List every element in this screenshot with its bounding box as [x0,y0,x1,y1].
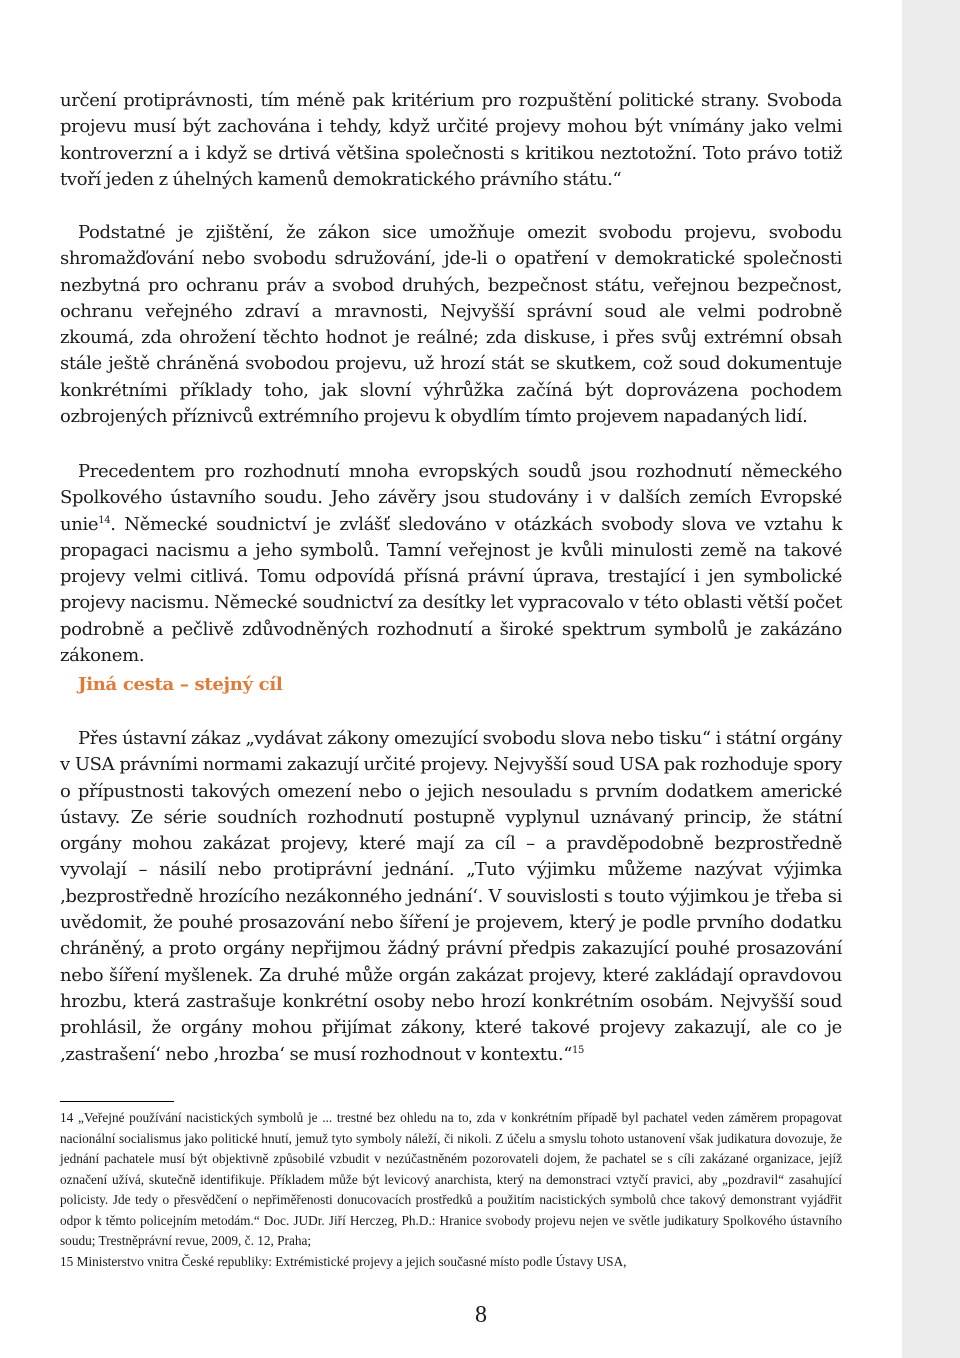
footnote-reference-15: 15 [572,1044,585,1056]
section-heading: Jiná cesta – stejný cíl [78,674,283,695]
footnotes [60,1108,842,1272]
footnote-15: 15 Ministerstvo vnitra České republiky: Extrémistické projevy a jejich současné místo podle Ústavy USA, [60,1253,627,1269]
page-number: 8 [475,1302,487,1328]
paragraph-german-precedent [60,459,842,669]
footnote-separator [60,1101,174,1102]
paragraph-nss-findings: Podstatné je zjištění, že zákon sice umožňuje omezit svobodu projevu, svobodu shromažďování nebo svobodu sdružování, jde-li o opatření v demokratické společnosti nezbytná pro ochranu práv a svobod druhých, bezpečnost státu, veřejnou bezpečnost, ochranu veřejného zdraví a mravnosti, Nejvyšší správní soud ale velmi podrobně zkoumá, zda ohrožení těchto hodnot je reálné; zda diskuse, i přes svůj extrémní obsah stále ještě chráněná svobodou projevu, už hrozí stát se skutkem, což soud dokumentuje konkrétními příklady toho, jak slovní výhrůžka začíná být doprovázena pochodem ozbrojených příznivců extrémního projevu k obydlím tímto projevem napadaných lidí. [60,222,842,428]
paragraph-continuation: určení protiprávnosti, tím méně pak kritérium pro rozpuštění politické strany. Svoboda projevu musí být zachována i tehdy, když určité projevy mohou být vnímány jako velmi kontroverzní a i když se drtivá většina společnosti s kritikou neztotožní. Toto právo totiž tvoří jeden z úhelných kamenů demokratického právního státu.“ [60,90,842,190]
footnote-reference-14: 14 [98,514,111,526]
paragraph-usa-approach [60,726,842,1068]
footnote-14: 14 „Veřejné používání nacistických symbolů je ... trestné bez ohledu na to, zda v konkrétním případě byl pachatel veden záměrem propagovat nacionální socialismus jako politické hnutí, jemuž tyto symboly náleží, či nikoli. Z účelu a smyslu tohoto ustanovení však judikatura dovozuje, že jednání pachatele musí být objektivně způsobilé vzbudit v nezúčastněném pozorovateli dojem, že pachatel se s cíli zakázané organizace, jejíž označení užívá, skutečně identifikuje. Příkladem může být levicový anarchista, který na demonstraci vztyčí pravici, aby „pozdravil“ zasahující policisty. Jde tedy o přesvědčení o nepřiměřenosti donucovacích prostředků a použitím nacistických symbolů chce takový demonstrant vyjádřit odpor k těmto policejním metodám.“ Doc. JUDr. Jiří Herczeg, Ph.D.: Hranice svobody projevu nejen ve světle judikatury Spolkového ústavního soudu; Trestněprávní revue, 2009, č. 12, Praha; [60,1110,842,1248]
paragraph-german-precedent-text-1: Precedentem pro rozhodnutí mnoha evropských soudů jsou rozhodnutí německého Spolkového ústavního soudu. Jeho závěry jsou studovány i v dalších zemích Evropské unie [60,461,842,535]
paragraph-german-precedent-text-2: . Německé soudnictví je zvlášť sledováno v otázkách svobody slova ve vztahu k propagaci nacismu a jeho symbolů. Tamní veřejnost je kvůli minulosti země na takové projevy velmi citlivá. Tomu odpovídá přísná právní úprava, trestající i jen symbolické projevy nacismu. Německé soudnictví za desítky let vypracovalo v této oblasti větší počet podrobně a pečlivě zdůvodněných rozhodnutí a široké spektrum symbolů je zakázáno zákonem. [60,513,842,667]
paragraph-usa-approach-text: Přes ústavní zákaz „vydávat zákony omezující svobodu slova nebo tisku“ i státní orgány v USA právními normami zakazují určité projevy. Nejvyšší soud USA pak rozhoduje spory o přípustnosti takových omezení nebo o jejich nesouladu s prvním dodatkem americké ústavy. Ze série soudních rozhodnutí postupně vyplynul uznávaný princip, že státní orgány mohou zakázat projevy, které mají za cíl – a pravděpodobně bezprostředně vyvolají – násilí nebo protiprávní jednání. „Tuto výjimku můžeme nazývat výjimka ‚bezprostředně hrozícího nezákonného jednání‘. V souvislosti s touto výjimkou je třeba si uvědomit, že pouhé prosazování nebo šíření je projevem, který je podle prvního dodatku chráněný, a proto orgány nepřijmou žádný právní předpis zakazující pouhé prosazování nebo šíření myšlenek. Za druhé může orgán zakázat projevy, které zakládají opravdovou hrozbu, která zastrašuje konkrétní osoby nebo hrozí konkrétním osobám. Nejvyšší soud prohlásil, že orgány mohou přijímat zákony, které takové projevy zakazují, ale co je ‚zastrašení‘ nebo ‚hrozba‘ se musí rozhodnout v kontextu.“ [60,728,842,1065]
